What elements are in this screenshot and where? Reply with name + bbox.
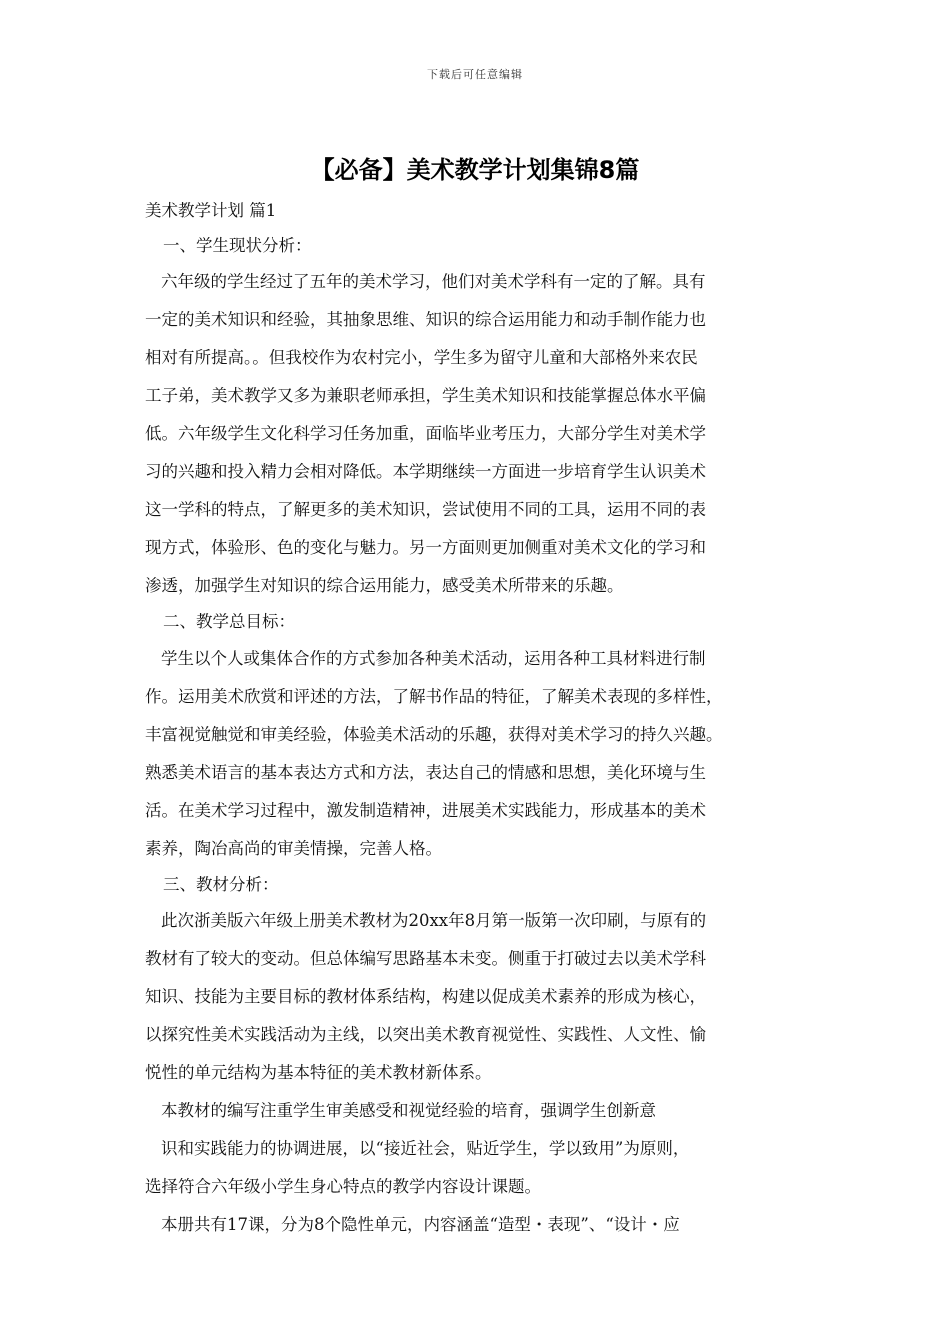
- heading-teaching-goals: 二、教学总目标：: [163, 612, 295, 631]
- paragraph-line: 本教材的编写注重学生审美感受和视觉经验的培育，强调学生创新意: [161, 1101, 656, 1120]
- heading-textbook-analysis: 三、教材分析：: [163, 874, 279, 894]
- paragraph-line: 相对有所提高。。但我校作为农村完小，学生多为留守儿童和大部格外来农民: [145, 348, 698, 367]
- paragraph-line: 习的兴趣和投入精力会相对降低。本学期继续一方面进一步培育学生认识美术: [145, 462, 706, 481]
- section-label: 美术教学计划 篇1: [145, 201, 277, 220]
- paragraph-line: 作。运用美术欣赏和评述的方法，了解书作品的特征，了解美术表现的多样性，: [145, 686, 723, 706]
- paragraph-line: 一定的美术知识和经验，其抽象思维、知识的综合运用能力和动手制作能力也: [145, 310, 706, 329]
- paragraph-line: 丰富视觉触觉和审美经验，体验美术活动的乐趣，获得对美术学习的持久兴趣。: [145, 724, 723, 744]
- body-text: [145, 194, 825, 1244]
- paragraph-line: 六年级的学生经过了五年的美术学习，他们对美术学科有一定的了解。具有: [161, 272, 706, 291]
- paragraph-line: 学生以个人或集体合作的方式参加各种美术活动，运用各种工具材料进行制: [161, 648, 706, 668]
- paragraph-line: 现方式，体验形、色的变化与魅力。另一方面则更加侧重对美术文化的学习和: [145, 538, 706, 557]
- paragraph-line: 渗透，加强学生对知识的综合运用能力，感受美术所带来的乐趣。: [145, 576, 624, 595]
- paragraph-line: 工子弟，美术教学又多为兼职老师承担，学生美术知识和技能掌握总体水平偏: [145, 386, 706, 405]
- header-note: 下载后可任意编辑: [427, 68, 523, 81]
- heading-student-analysis: 一、学生现状分析：: [163, 235, 312, 255]
- paragraph-line: 这一学科的特点，了解更多的美术知识，尝试使用不同的工具，运用不同的表: [145, 500, 706, 519]
- paragraph-line: 以探究性美术实践活动为主线，以突出美术教育视觉性、实践性、人文性、愉: [145, 1025, 706, 1044]
- paragraph-line: 悦性的单元结构为基本特征的美术教材新体系。: [145, 1063, 492, 1082]
- paragraph-line: 此次浙美版六年级上册美术教材为20xx年8月第一版第一次印刷，与原有的: [161, 911, 707, 930]
- paragraph-line: 熟悉美术语言的基本表达方式和方法，表达自己的情感和思想，美化环境与生: [145, 762, 706, 782]
- paragraph-line: 选择符合六年级小学生身心特点的教学内容设计课题。: [145, 1177, 541, 1196]
- paragraph-line: 教材有了较大的变动。但总体编写思路基本未变。侧重于打破过去以美术学科: [145, 949, 706, 968]
- document-title: 【必备】美术教学计划集锦8篇: [310, 156, 640, 184]
- paragraph-line: 活。在美术学习过程中，激发制造精神，进展美术实践能力，形成基本的美术: [145, 800, 706, 820]
- paragraph-line: 知识、技能为主要目标的教材体系结构，构建以促成美术素养的形成为核心，: [145, 987, 706, 1006]
- paragraph-line: 低。六年级学生文化科学习任务加重，面临毕业考压力，大部分学生对美术学: [145, 424, 706, 443]
- paragraph-line: 本册共有17课，分为8个隐性单元，内容涵盖“造型・表现”、“设计・应: [161, 1215, 680, 1234]
- paragraph-line: 素养，陶冶高尚的审美情操，完善人格。: [145, 838, 442, 858]
- paragraph-line: 识和实践能力的协调进展，以“接近社会，贴近学生，学以致用”为原则，: [161, 1139, 690, 1158]
